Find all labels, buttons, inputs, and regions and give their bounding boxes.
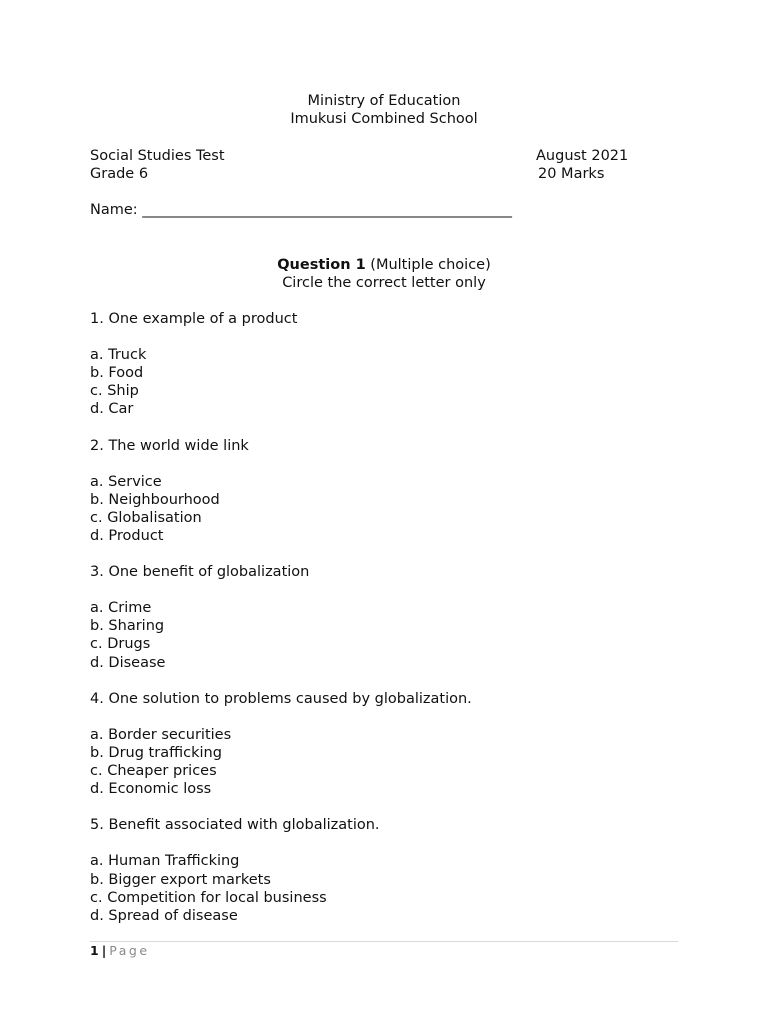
name-field: Name: ___________________________________________________ — [90, 202, 513, 218]
answer-option[interactable]: d. Disease — [90, 655, 166, 671]
subject-label: Social Studies Test — [90, 148, 225, 164]
section-title: Question 1 — [277, 257, 366, 273]
answer-option[interactable]: b. Neighbourhood — [90, 492, 220, 508]
question-prompt: 4. One solution to problems caused by globalization. — [90, 691, 472, 707]
school-heading: Imukusi Combined School — [290, 111, 478, 127]
answer-option[interactable]: a. Truck — [90, 347, 147, 363]
ministry-heading: Ministry of Education — [307, 93, 461, 109]
question-prompt: 2. The world wide link — [90, 438, 249, 454]
test-date: August 2021 — [536, 148, 629, 164]
section-instruction: Circle the correct letter only — [282, 275, 486, 291]
page-word: Page — [109, 943, 150, 958]
answer-option[interactable]: b. Drug trafficking — [90, 745, 222, 761]
section-type: (Multiple choice) — [370, 257, 491, 273]
answer-option[interactable]: d. Economic loss — [90, 781, 212, 797]
answer-option[interactable]: b. Food — [90, 365, 144, 381]
grade-label: Grade 6 — [90, 166, 149, 182]
answer-option[interactable]: c. Globalisation — [90, 510, 202, 526]
answer-option[interactable]: d. Car — [90, 401, 134, 417]
page-number: 1 — [90, 943, 99, 958]
answer-option[interactable]: c. Competition for local business — [90, 890, 327, 906]
answer-option[interactable]: b. Bigger export markets — [90, 872, 271, 888]
answer-option[interactable]: a. Human Trafficking — [90, 853, 240, 869]
footer-separator: | — [101, 943, 107, 958]
answer-option[interactable]: a. Crime — [90, 600, 152, 616]
answer-option[interactable]: c. Cheaper prices — [90, 763, 217, 779]
section-heading — [0, 256, 768, 274]
answer-option[interactable]: a. Service — [90, 474, 162, 490]
question-prompt: 3. One benefit of globalization — [90, 564, 310, 580]
answer-option[interactable]: d. Spread of disease — [90, 908, 238, 924]
answer-option[interactable]: c. Drugs — [90, 636, 151, 652]
answer-option[interactable]: a. Border securities — [90, 727, 232, 743]
page-footer — [90, 943, 150, 959]
answer-option[interactable]: d. Product — [90, 528, 164, 544]
footer-divider — [90, 941, 678, 942]
answer-option[interactable]: b. Sharing — [90, 618, 165, 634]
question-prompt: 5. Benefit associated with globalization. — [90, 817, 380, 833]
answer-option[interactable]: c. Ship — [90, 383, 139, 399]
total-marks: 20 Marks — [538, 166, 605, 182]
question-prompt: 1. One example of a product — [90, 311, 298, 327]
